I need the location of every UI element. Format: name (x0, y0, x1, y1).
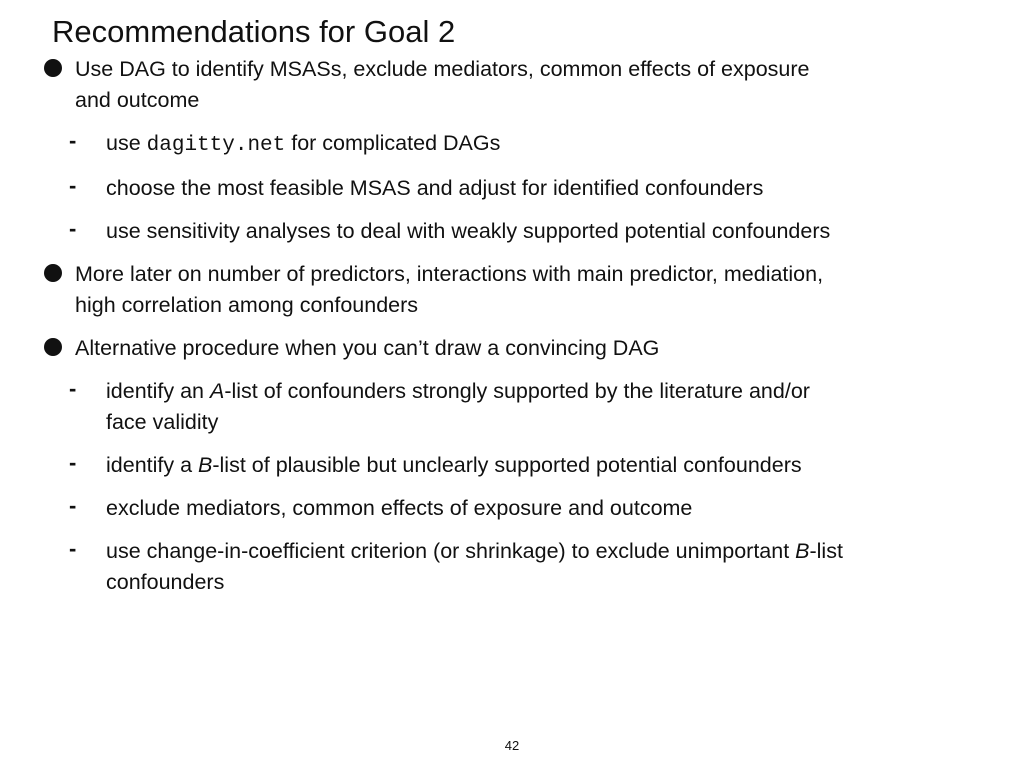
bullet-item-more-later (0, 259, 835, 321)
item-text: exclude mediators, common effects of exposure and outcome (106, 496, 693, 520)
item-text-em: B (198, 453, 213, 477)
sub-item-exclude-mediators (0, 493, 846, 524)
page-number: 42 (504, 738, 520, 753)
item-text: More later on number of predictors, interactions with main predictor, mediation, high correlation among confounders (75, 262, 824, 317)
bullet-list (0, 54, 1024, 598)
dash-icon: - (69, 173, 77, 198)
item-text: choose the most feasible MSAS and adjust for identified confounders (106, 176, 764, 200)
sub-item-sensitivity (0, 216, 846, 247)
dash-icon: - (69, 376, 77, 401)
item-text: Alternative procedure when you can’t draw a convincing DAG (75, 336, 660, 360)
sub-item-change-in-coefficient (0, 536, 846, 598)
item-text-pre: identify an (106, 379, 210, 403)
sub-item-a-list (0, 376, 846, 438)
item-text: use sensitivity analyses to deal with weakly supported potential confounders (106, 219, 831, 243)
item-text-post: -list confounders (106, 539, 843, 594)
item-text-post: -list of plausible but unclearly supported potential confounders (212, 453, 802, 477)
item-text-post: for complicated DAGs (285, 131, 501, 155)
sub-item-b-list (0, 450, 846, 481)
bullet-item-use-dag (0, 54, 835, 116)
slide-title: Recommendations for Goal 2 (52, 14, 456, 49)
item-text-em: B (795, 539, 810, 563)
bullet-icon (44, 264, 62, 282)
item-text: Use DAG to identify MSASs, exclude mediators, common effects of exposure and outcome (75, 57, 810, 112)
item-text-pre: use change-in-coefficient criterion (or shrinkage) to exclude unimportant (106, 539, 796, 563)
bullet-item-alternative (0, 333, 835, 364)
sub-item-dagitty (0, 128, 846, 161)
bullet-icon (44, 338, 62, 356)
dash-icon: - (69, 450, 77, 475)
dash-icon: - (69, 536, 77, 561)
dash-icon: - (69, 216, 77, 241)
item-text-pre: use (106, 131, 147, 155)
item-text-em: A (209, 379, 225, 403)
bullet-icon (44, 59, 62, 77)
dash-icon: - (69, 493, 77, 518)
sub-item-feasible-msas (0, 173, 846, 204)
item-text-post: -list of confounders strongly supported by the literature and/or face validity (106, 379, 810, 434)
item-text-pre: identify a (106, 453, 199, 477)
dagitty-code: dagitty.net (146, 134, 286, 157)
dash-icon: - (69, 128, 77, 153)
